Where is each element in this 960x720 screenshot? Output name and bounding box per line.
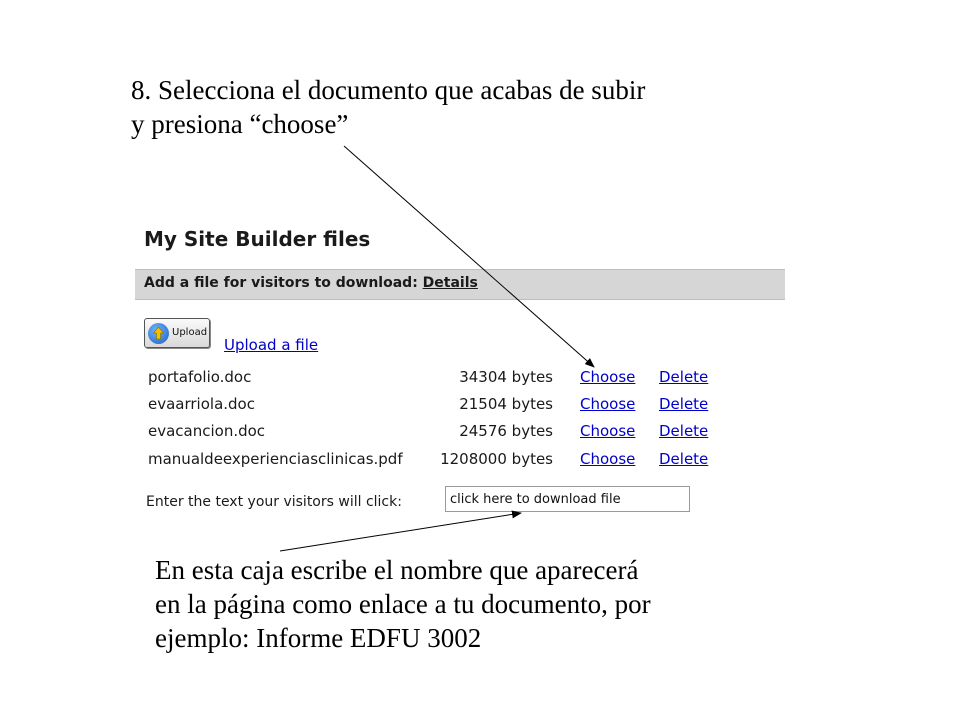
- file-name: evacancion.doc: [148, 422, 266, 440]
- file-name: evaarriola.doc: [148, 395, 255, 413]
- file-size: 34304 bytes: [459, 368, 553, 386]
- caption-top-line-1: 8. Selecciona el documento que acabas de subir: [131, 75, 646, 105]
- file-size: 1208000 bytes: [440, 450, 553, 468]
- file-size: 24576 bytes: [459, 422, 553, 440]
- add-file-label: Add a file for visitors to download:: [144, 275, 418, 291]
- file-name: portafolio.doc: [148, 368, 252, 386]
- details-link[interactable]: Details: [422, 275, 478, 291]
- upload-a-file-link[interactable]: Upload a file: [224, 336, 319, 354]
- file-size: 21504 bytes: [459, 395, 553, 413]
- caption-top-line-2: y presiona “choose”: [131, 109, 349, 139]
- choose-link[interactable]: Choose: [580, 422, 636, 440]
- choose-link[interactable]: Choose: [580, 395, 636, 413]
- caption-bottom-line-2: en la página como enlace a tu documento, por: [155, 589, 651, 619]
- caption-bottom-line-1: En esta caja escribe el nombre que aparecerá: [155, 555, 639, 585]
- delete-link[interactable]: Delete: [659, 450, 709, 468]
- choose-link[interactable]: Choose: [580, 450, 636, 468]
- page-title: My Site Builder files: [144, 227, 371, 251]
- arrow-to-click-text-input: [280, 513, 521, 551]
- delete-link[interactable]: Delete: [659, 395, 709, 413]
- arrow-to-choose-link: [344, 146, 594, 367]
- click-text-label: Enter the text your visitors will click:: [146, 494, 402, 510]
- delete-link[interactable]: Delete: [659, 368, 709, 386]
- caption-bottom-line-3: ejemplo: Informe EDFU 3002: [155, 623, 482, 653]
- upload-button-label: Upload: [172, 327, 208, 338]
- choose-link[interactable]: Choose: [580, 368, 636, 386]
- file-name: manualdeexperienciasclinicas.pdf: [148, 450, 403, 468]
- delete-link[interactable]: Delete: [659, 422, 709, 440]
